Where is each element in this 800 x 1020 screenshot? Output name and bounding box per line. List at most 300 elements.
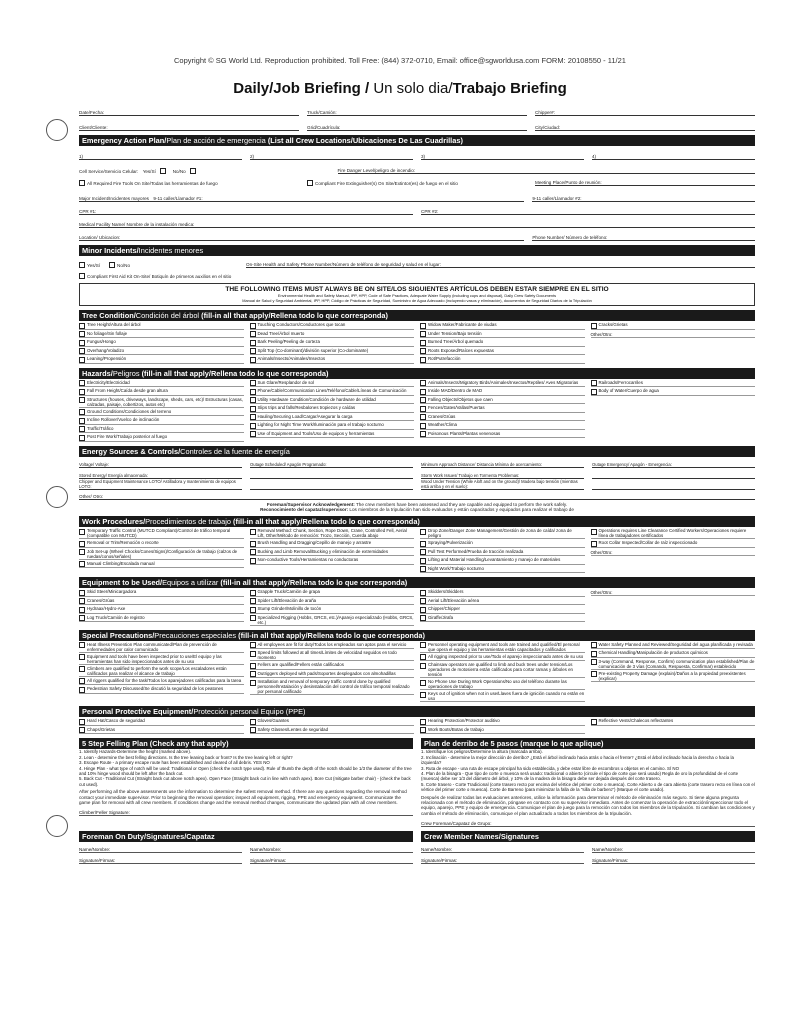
checkbox[interactable]: [79, 340, 85, 346]
checklist-label: Hard Hat/Casco de seguridad: [87, 718, 145, 724]
checklist-item[interactable]: [79, 653, 244, 665]
checklist-item[interactable]: [250, 661, 415, 670]
checklist-item[interactable]: [79, 396, 244, 408]
energy-field[interactable]: [79, 457, 242, 468]
chipper-field[interactable]: Chipper#:: [535, 104, 755, 116]
caller2-field[interactable]: 9-11 caller/Llamador #2:: [532, 190, 755, 202]
energy-field-label: Outage Scheduled/ Apagón Programado:: [250, 461, 327, 467]
checklist-item[interactable]: [250, 527, 415, 539]
checklist-label: Night Work/Trabajo nocturno: [428, 565, 484, 571]
checklist-item[interactable]: [250, 330, 415, 339]
other-field[interactable]: [591, 588, 756, 596]
checklist-item[interactable]: [250, 413, 415, 422]
checklist-label: Utility Hardware Condition/Condición de hardware de utilidad: [257, 396, 376, 402]
checklist-item[interactable]: [591, 717, 756, 726]
checklist-item[interactable]: [79, 665, 244, 677]
checkbox[interactable]: [250, 671, 256, 677]
checkbox[interactable]: [420, 541, 426, 547]
checkbox[interactable]: [79, 426, 85, 432]
checklist-item[interactable]: [591, 658, 756, 670]
checklist-label: Safety Glasses/Lentes de seguridad: [257, 726, 329, 732]
checkbox[interactable]: [79, 642, 85, 648]
energy-field-label: Stored Energy/ Energía almacenada:: [79, 472, 148, 478]
checkbox[interactable]: [591, 529, 597, 535]
checklist-item[interactable]: [79, 726, 244, 735]
checkbox[interactable]: [250, 549, 256, 555]
crew-location-4[interactable]: 4): [592, 148, 755, 160]
checkbox[interactable]: [79, 357, 85, 363]
checklist-item[interactable]: [591, 527, 756, 539]
energy-header: Energy Sources & Controls/Controles de la fuente de energía: [79, 446, 755, 457]
checklist-label: Traffic/Tráfico: [87, 425, 114, 431]
checklist-item[interactable]: [79, 548, 244, 560]
checklist-item[interactable]: [420, 565, 585, 574]
checklist-item[interactable]: [591, 387, 756, 396]
onsite-phone-field[interactable]: On-Site Health and Safety Phone Number/Número de teléfono de seguridad y salud en el lugar:: [246, 256, 755, 268]
checklist-item[interactable]: [79, 560, 244, 569]
checklist-label: Body of Water/Cuerpo de agua: [598, 388, 659, 393]
checkbox[interactable]: [79, 687, 85, 693]
minor-incidents-header: Minor Incidents/Incidentes menores: [79, 245, 755, 256]
checkbox[interactable]: [250, 414, 256, 420]
checkbox[interactable]: [250, 431, 256, 437]
checklist-item[interactable]: [250, 421, 415, 430]
foreman-signature-2[interactable]: Signature/Firmas:: [250, 853, 413, 864]
checkbox[interactable]: [420, 566, 426, 572]
checklist-label: Roots Exposed/Raíces expuestas: [428, 347, 494, 353]
other-field[interactable]: [591, 548, 756, 556]
checklist-item[interactable]: [79, 338, 244, 347]
energy-field-label: Wood Under Tension (While Aloft and on the ground)/ Madera bajo tensión (mientras está arriba y en el suelo):: [421, 478, 578, 489]
checklist-label: Electricity/Electricidad: [87, 379, 130, 385]
checklist-item[interactable]: [420, 396, 585, 405]
checklist-label: Hydraax/Hydro-Axe: [87, 606, 126, 612]
checklist-item[interactable]: [79, 539, 244, 548]
foreman-signatures-header: Foreman On Duty/Signatures/Capataz: [79, 831, 413, 842]
checkbox[interactable]: [250, 357, 256, 363]
checklist-item[interactable]: [79, 614, 244, 623]
medical-facility-field[interactable]: Medical Facility Name/ Nombre de la instalación medica:: [79, 216, 755, 228]
crew-signature-grid: [421, 842, 755, 864]
checkbox[interactable]: [250, 406, 256, 412]
checkbox[interactable]: [420, 331, 426, 337]
fire-tools-row: [79, 174, 755, 186]
checklist-label: Work Boots/Botas de trabajo: [428, 726, 484, 732]
checkbox[interactable]: [79, 529, 85, 535]
checkbox[interactable]: [79, 654, 85, 660]
equipment-header: Equipment to be Used/Equipos a utilizar (fill-in all that apply/Rellena todo lo que corresponda): [79, 577, 755, 588]
checklist-label: Log Truck/Camión de registro: [87, 614, 145, 620]
checkbox[interactable]: [79, 607, 85, 613]
checkbox[interactable]: [250, 642, 256, 648]
checkbox[interactable]: [250, 598, 256, 604]
first-aid-checkbox[interactable]: [79, 273, 85, 279]
checklist-item[interactable]: [79, 685, 244, 694]
checklist-item[interactable]: [79, 588, 244, 597]
checkbox[interactable]: [250, 389, 256, 395]
energy-field-label: Chipper and Equipment Maintenance LOTO/ Astilladora y mantenimiento de equipos LOTO:: [79, 478, 236, 489]
checklist-label: Spraying/Pulverización: [428, 540, 473, 546]
checklist-item[interactable]: [420, 605, 585, 614]
checklist-label: Fences/Gates/Vallas/Puertas: [428, 405, 485, 410]
checklist-item[interactable]: [79, 387, 244, 396]
checkbox[interactable]: [250, 331, 256, 337]
crew-signature-1[interactable]: Signature/Firmas:: [421, 853, 584, 864]
foreman-signatures: [79, 827, 413, 864]
checkbox[interactable]: [250, 529, 256, 535]
minor-yes-no: Yes/Sí No/No: [79, 256, 238, 268]
checkbox[interactable]: [420, 431, 426, 437]
checkbox[interactable]: [250, 323, 256, 329]
fire-danger-field[interactable]: Fire Danger Level/peligro de incendio:: [338, 162, 756, 174]
checklist-item[interactable]: [591, 321, 756, 330]
fire-tools: All Required Fire Tools On Site/Todas las herramientas de fuego: [79, 174, 299, 186]
client-field[interactable]: Client/Cliente:: [79, 119, 299, 131]
checklist-item[interactable]: [79, 330, 244, 339]
checkbox[interactable]: [420, 654, 426, 660]
checklist-item[interactable]: [250, 338, 415, 347]
checklist-item[interactable]: [420, 387, 585, 396]
checklist-item[interactable]: [420, 421, 585, 430]
checklist-item[interactable]: [420, 539, 585, 548]
checklist-column: [420, 527, 585, 573]
phone-field[interactable]: Phone Number/ Número de teléfono:: [532, 229, 755, 241]
foreman-name-1[interactable]: Name/Nombre:: [79, 842, 242, 853]
checkbox[interactable]: [79, 590, 85, 596]
checklist-column: [250, 641, 415, 703]
checkbox[interactable]: [420, 549, 426, 555]
foreman-name-2[interactable]: Name/Nombre:: [250, 842, 413, 853]
checklist-item[interactable]: [420, 338, 585, 347]
checklist-item[interactable]: [79, 425, 244, 434]
caller1-field[interactable]: Major Incident/Incidentes mayores 9-11 caller/Llamador #1:: [79, 190, 524, 202]
checklist-item[interactable]: [250, 556, 415, 565]
checklist-item[interactable]: [420, 330, 585, 339]
checklist-column: [79, 641, 244, 703]
copyright-line: Copyright © SG World Ltd. Reproduction prohibited. Toll Free: (844) 372-0710, Email: office@sgworldusa.com FORM: 20108550 - 11/21: [174, 56, 626, 65]
checklist-item[interactable]: [250, 726, 415, 735]
checklist-label: Removal or Trim/Remoción o recorte: [87, 540, 159, 546]
checklist-label: Leaning/Propensión: [87, 356, 127, 361]
checklist-item[interactable]: [420, 321, 585, 330]
emergency-action-plan-header: Emergency Action Plan/Plan de acción de emergencia (List all Crew Locations/Ubicaciones De Las Cuadrillas): [79, 135, 755, 146]
checklist-item[interactable]: [79, 433, 244, 442]
ppe-header: Personal Protective Equipment/Protección personal Equipo (PPE): [79, 706, 755, 717]
energy-field[interactable]: [250, 468, 413, 479]
checkbox[interactable]: [420, 607, 426, 613]
extinguisher-checkbox[interactable]: [307, 180, 313, 186]
checklist-item[interactable]: [250, 396, 415, 405]
checkbox[interactable]: [420, 692, 426, 698]
checklist-item[interactable]: [79, 321, 244, 330]
energy-other-field[interactable]: Other/ Otro:: [79, 488, 755, 500]
checklist-column: [591, 717, 756, 734]
checklist-item[interactable]: [420, 690, 585, 702]
checklist-item[interactable]: [79, 641, 244, 653]
checkbox[interactable]: [420, 414, 426, 420]
checkbox[interactable]: [250, 607, 256, 613]
checklist-item[interactable]: [420, 678, 585, 690]
checklist-item[interactable]: [79, 355, 244, 364]
checklist-item[interactable]: [250, 347, 415, 356]
city-field[interactable]: City/Ciudad:: [535, 119, 755, 131]
checklist-label: Removal Method: Chunk, Section, Rope Down, Crane, Controlled Fell, Aerial Lift, Other/Método de remoción: Trozo, Sección, Cuerda abajo: [257, 528, 407, 539]
truck-field[interactable]: Truck/Camión:: [307, 104, 527, 116]
checkbox[interactable]: [420, 397, 426, 403]
checkbox[interactable]: [250, 340, 256, 346]
crew-name-1[interactable]: Name/Nombre:: [421, 842, 584, 853]
checklist-item[interactable]: [250, 588, 415, 597]
crew-location-1[interactable]: 1): [79, 148, 242, 160]
checklist-item[interactable]: [420, 726, 585, 735]
required-items-notice: THE FOLLOWING ITEMS MUST ALWAYS BE ON SITE/LOS SIGUIENTES ARTÍCULOS DEBEN ESTAR SIEMPRE EN EL SITIO Environmental Health and Safety Manual, IPP, HPP, Code of Safe Practices, Adequate Water Supply (including cups and disposal), Daily Crew Safety Documents Manual de Salud y Seguridad Ambiental, IPP, HPP, Código de Prácticas de Seguridad, Suministro de Agua Adecuado (incluyendo vasos y eliminación), documentos de Seguridad Diarios de la Tripulación: [79, 283, 755, 306]
checklist-item[interactable]: [250, 597, 415, 606]
checkbox[interactable]: [420, 357, 426, 363]
checklist-item[interactable]: [250, 321, 415, 330]
checklist-label: Poisonous Plants/Plantas venenosas: [428, 430, 501, 436]
checklist-item[interactable]: [420, 641, 585, 653]
checklist-item[interactable]: [250, 379, 415, 388]
checklist-item[interactable]: [79, 527, 244, 539]
checklist-item[interactable]: [420, 661, 585, 678]
checkbox[interactable]: [420, 423, 426, 429]
felling-step: 4. Plan de la bisagra - Que tipo de corte o muesca será usado: tradicional o abierto (circule el tipo de corte que será usado) Regla de oro la profundidad de el corte (muesca) debe ser 1/3 del diámetro del árbol, y 10% de la madera de la bisagra debe ser dejada después del corte trasero.: [421, 770, 739, 782]
crew-location-2[interactable]: 2): [250, 148, 413, 160]
checklist-label: Rot/Putrefacción: [428, 356, 461, 361]
checkbox[interactable]: [420, 348, 426, 354]
checkbox[interactable]: [250, 541, 256, 547]
felling-step: 2. Inclinación - determine la mejor dirección de derribo? ¿Está el árbol inclinado hacia atrás o hacia el frente? ¿Está el árbol inclinado hacia la derecha o hacia la izquierda?: [421, 754, 734, 766]
checklist-item[interactable]: [420, 548, 585, 557]
checkbox[interactable]: [79, 380, 85, 386]
checkbox[interactable]: [420, 529, 426, 535]
work-procedures-grid: [79, 527, 755, 573]
checklist-item[interactable]: [420, 717, 585, 726]
checkbox[interactable]: [79, 331, 85, 337]
energy-field[interactable]: [79, 468, 242, 479]
checklist-item[interactable]: [79, 408, 244, 417]
cpr2-field[interactable]: CPR #2:: [421, 203, 755, 215]
checkbox[interactable]: [250, 558, 256, 564]
checklist-label: Lifting and Material Handling/Levantamiento y manejo de materiales: [428, 557, 561, 563]
checklist-label: Skidders/Skidders: [428, 589, 464, 595]
checklist-item[interactable]: [420, 597, 585, 606]
energy-field[interactable]: [592, 468, 755, 479]
header-row-2: [79, 116, 755, 131]
checkbox[interactable]: [591, 671, 597, 677]
energy-field[interactable]: [421, 457, 584, 468]
checklist-item[interactable]: [420, 614, 585, 623]
checklist-item[interactable]: [79, 379, 244, 388]
checklist-item[interactable]: [591, 649, 756, 658]
checkbox[interactable]: [79, 348, 85, 354]
fire-tools-checkbox[interactable]: [79, 180, 85, 186]
checklist-item[interactable]: [420, 404, 585, 413]
checkbox[interactable]: [420, 642, 426, 648]
checklist-item[interactable]: [79, 597, 244, 606]
checkbox[interactable]: [420, 389, 426, 395]
checkbox[interactable]: [420, 590, 426, 596]
checklist-item[interactable]: [79, 605, 244, 614]
meeting-place-field[interactable]: Meeting Place/Punto de reunión:: [535, 174, 755, 186]
felling-steps-en: [79, 749, 413, 787]
checklist-item[interactable]: [420, 413, 585, 422]
foreman-acknowledgement: Foreman/Supervisor Acknowledgement: The crew members have been assessed and they are capable and equipped to perform the work safely. Reconocimiento del capataz/supervisor: Los miembros de la tripulación han sido evaluados y están capacitados y equipados para realizar el trabajo de: [260, 501, 574, 512]
checkbox[interactable]: [420, 340, 426, 346]
checkbox[interactable]: [591, 651, 597, 657]
cpr1-field[interactable]: CPR #1:: [79, 203, 413, 215]
checklist-item[interactable]: [420, 527, 585, 539]
checklist-item[interactable]: [79, 416, 244, 425]
checkbox[interactable]: [591, 380, 597, 386]
checkbox[interactable]: [420, 598, 426, 604]
checkbox[interactable]: [79, 719, 85, 725]
major-incident-row: [79, 186, 755, 202]
checkbox[interactable]: [420, 719, 426, 725]
checklist-item[interactable]: [79, 347, 244, 356]
checklist-item[interactable]: [591, 539, 756, 548]
checkbox[interactable]: [79, 615, 85, 621]
checklist-item[interactable]: [591, 670, 756, 682]
checklist-item[interactable]: [420, 347, 585, 356]
checklist-label: Giraffe/Jirafa: [428, 614, 454, 620]
checklist-item[interactable]: [420, 588, 585, 597]
checkbox[interactable]: [79, 598, 85, 604]
checkbox[interactable]: [250, 397, 256, 403]
energy-field[interactable]: [250, 457, 413, 468]
checklist-item[interactable]: [79, 677, 244, 686]
checkbox[interactable]: [591, 541, 597, 547]
checklist-column: [420, 379, 585, 442]
checklist-item[interactable]: [591, 379, 756, 388]
checklist-item[interactable]: [250, 649, 415, 661]
checkbox[interactable]: [591, 389, 597, 395]
checkbox[interactable]: [250, 719, 256, 725]
checkbox[interactable]: [79, 418, 85, 424]
location-field[interactable]: Location/ Ubicacion:: [79, 229, 524, 241]
checklist-item[interactable]: [250, 678, 415, 695]
checkbox[interactable]: [79, 397, 85, 403]
checkbox[interactable]: [79, 549, 85, 555]
checklist-item[interactable]: [250, 548, 415, 557]
checklist-item[interactable]: [250, 605, 415, 614]
checklist-item[interactable]: [420, 379, 585, 388]
checkbox[interactable]: [79, 435, 85, 441]
checklist-item[interactable]: [420, 355, 585, 364]
checkbox[interactable]: [420, 663, 426, 669]
checkbox[interactable]: [591, 659, 597, 665]
binder-hole-icon: [46, 486, 68, 508]
felling-plan-en-header: 5 Step Felling Plan (Check any that apply): [79, 738, 413, 749]
checklist-label: Inside MAD/Dentro de MAD: [428, 388, 483, 393]
checkbox[interactable]: [591, 642, 597, 648]
checkbox[interactable]: [250, 590, 256, 596]
checklist-item[interactable]: [250, 387, 415, 396]
crew-location-3[interactable]: 3): [421, 148, 584, 160]
checklist-item[interactable]: [250, 717, 415, 726]
checklist-item[interactable]: [250, 670, 415, 679]
checklist-item[interactable]: [420, 556, 585, 565]
checkbox[interactable]: [79, 561, 85, 567]
checklist-column: [591, 588, 756, 626]
checklist-item[interactable]: [250, 539, 415, 548]
crew-foreman-field[interactable]: Crew Foreman/Capataz de Grupo:: [421, 816, 755, 827]
checkbox[interactable]: [420, 558, 426, 564]
checklist-item[interactable]: [250, 355, 415, 364]
checklist-label: Manual Climbing/Escalada manual: [87, 560, 155, 566]
checkbox[interactable]: [79, 389, 85, 395]
other-field[interactable]: [591, 330, 756, 338]
equipment-grid: [79, 588, 755, 626]
checklist-item[interactable]: [250, 614, 415, 626]
checkbox[interactable]: [79, 409, 85, 415]
checklist-label: Chainsaw operators are qualified to limb and buck trees under tension/Los operadores de motosierra están calificados para cortar ramas y árboles en tensión: [428, 662, 573, 678]
checkbox[interactable]: [420, 727, 426, 733]
checklist-item[interactable]: [250, 641, 415, 650]
checkbox[interactable]: [79, 541, 85, 547]
checklist-item[interactable]: [250, 430, 415, 439]
checkbox[interactable]: [79, 323, 85, 329]
checklist-item[interactable]: [250, 404, 415, 413]
energy-field[interactable]: [421, 468, 584, 479]
checkbox[interactable]: [420, 323, 426, 329]
checklist-item[interactable]: [420, 653, 585, 662]
checklist-label: Bark Peeling/Peeling de corteza: [257, 339, 320, 344]
checkbox[interactable]: [79, 678, 85, 684]
checkbox[interactable]: [591, 323, 597, 329]
minor-row-2: [79, 268, 755, 279]
form-content: [79, 101, 755, 864]
checkbox[interactable]: [250, 348, 256, 354]
checklist-label: Water Safety Planned and Reviewed/Seguridad del agua planificada y revisada: [598, 641, 753, 647]
checkbox[interactable]: [420, 380, 426, 386]
checkbox[interactable]: [250, 663, 256, 669]
energy-field-label: Outage Emergency/ Apagón - Emergencia:: [592, 461, 672, 467]
crew-name-2[interactable]: Name/Nombre:: [592, 842, 755, 853]
checkbox[interactable]: [250, 423, 256, 429]
checkbox[interactable]: [79, 727, 85, 733]
checkbox[interactable]: [250, 727, 256, 733]
checklist-column: [250, 527, 415, 573]
checklist-item[interactable]: [79, 717, 244, 726]
checklist-label: Personnel operating equipment and tools are trained and qualified/El personal que opera el equipo y las herramientas están capacitados y calificados: [428, 641, 580, 652]
checkbox[interactable]: [250, 651, 256, 657]
checkbox[interactable]: [79, 666, 85, 672]
climber-signature-field[interactable]: Climber/Feller Signature:: [79, 805, 413, 816]
checkbox[interactable]: [250, 680, 256, 686]
energy-field[interactable]: [592, 457, 755, 468]
foreman-signature-1[interactable]: Signature/Firmas:: [79, 853, 242, 864]
checkbox[interactable]: [420, 615, 426, 621]
checkbox[interactable]: [420, 406, 426, 412]
checklist-label: Aerial Lift/Elevación aérea: [428, 597, 480, 603]
felling-step: 1. Identify Hazards-Determine the height (marked above).: [79, 749, 192, 755]
checklist-item[interactable]: [591, 641, 756, 650]
checklist-label: Tree Height/Altura del árbol: [87, 322, 141, 327]
crew-signature-2[interactable]: Signature/Firmas:: [592, 853, 755, 864]
checkbox[interactable]: [420, 680, 426, 686]
checklist-label: Falling Objects/Objetos que caen: [428, 396, 493, 402]
checkbox[interactable]: [250, 380, 256, 386]
checkbox[interactable]: [250, 615, 256, 621]
date-field[interactable]: Date/Fecha:: [79, 104, 299, 116]
checklist-column: [250, 717, 415, 734]
checklist-item[interactable]: [420, 430, 585, 439]
grid-field[interactable]: Grid/Cuadrícula:: [307, 119, 527, 131]
checkbox[interactable]: [591, 719, 597, 725]
hazards-grid: [79, 379, 755, 442]
checklist-label: All employees are fit for duty/Todos los empleados son aptos para el servicio: [257, 641, 407, 647]
